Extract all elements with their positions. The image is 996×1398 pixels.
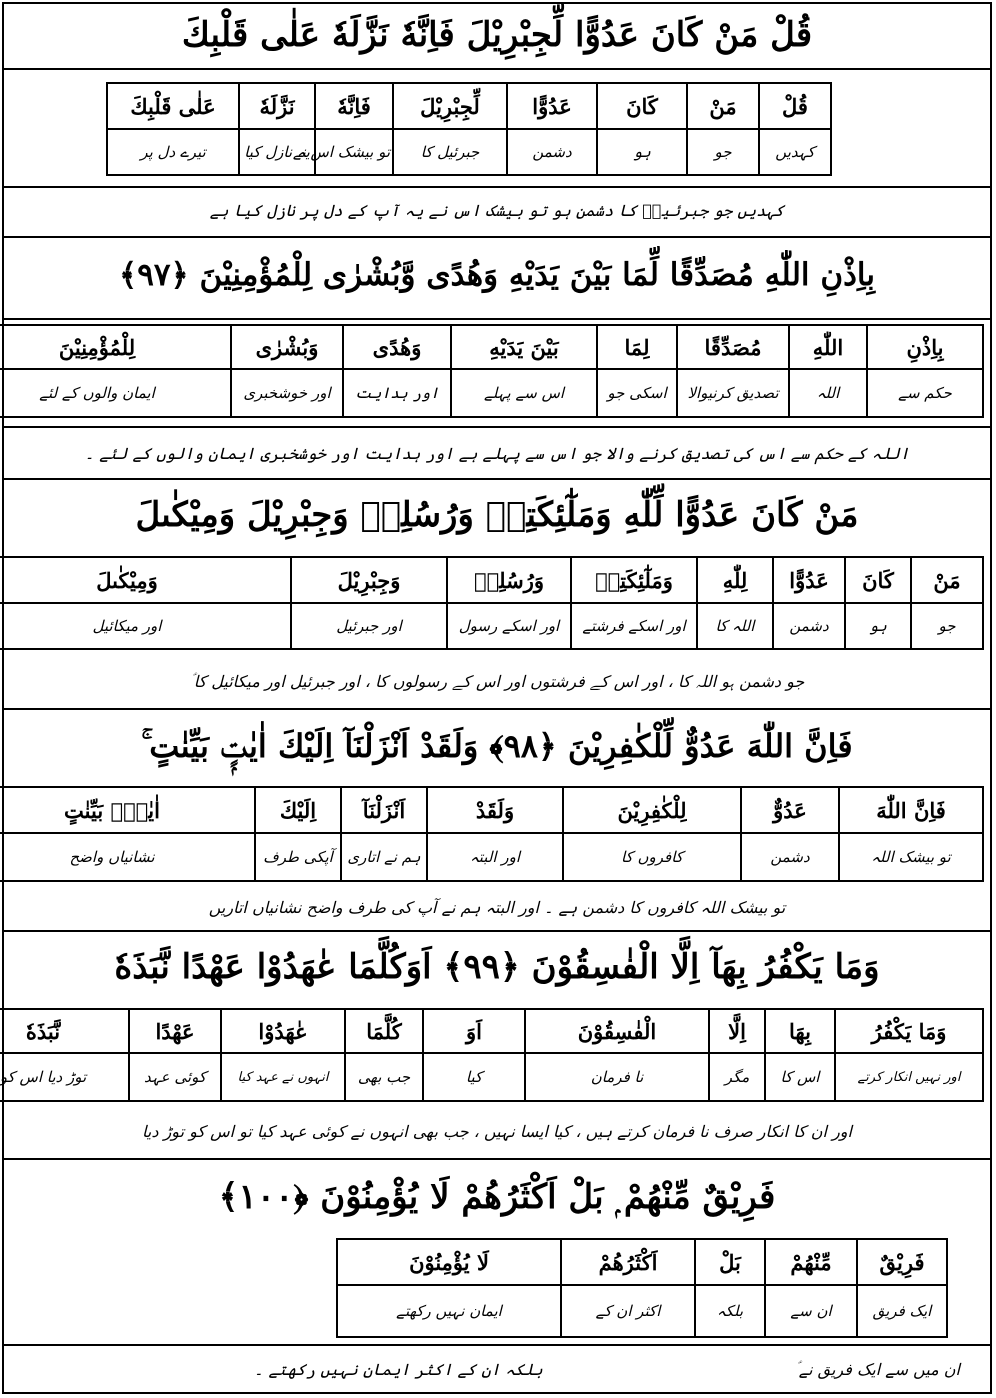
word-arabic: لِلّٰهِ bbox=[697, 557, 773, 603]
word-arabic: لِمَا bbox=[597, 325, 677, 369]
translation-line bbox=[4, 658, 990, 710]
word-arabic: عَلٰى قَلْبِكَ bbox=[107, 83, 239, 129]
word-urdu: اور البتہ bbox=[427, 833, 563, 881]
word-urdu: اور اسکے رسول bbox=[447, 603, 571, 649]
word-arabic: لِلْمُؤْمِنِيْنَ bbox=[0, 325, 231, 369]
word-urdu: آپکی طرف bbox=[255, 833, 341, 881]
translation-urdu bbox=[4, 1346, 990, 1380]
word-urdu: اسکی جو bbox=[597, 369, 677, 417]
word-urdu: ہو bbox=[597, 129, 687, 175]
word-urdu: اور اسکے فرشتے bbox=[571, 603, 697, 649]
translation-line bbox=[4, 1344, 990, 1394]
word-arabic: اَكْثَرُهُمْ bbox=[561, 1239, 695, 1285]
word-urdu: تیرے دل پر bbox=[107, 129, 239, 175]
word-arabic: فَاِنَّ اللّٰهَ bbox=[839, 787, 983, 833]
word-arabic: وَمَا يَكْفُرُ bbox=[835, 1009, 983, 1053]
word-arabic: اٰيٰتٍۭ بَيِّنٰتٍ bbox=[0, 787, 255, 833]
ayah-arabic: فَاِنَّ اللّٰهَ عَدُوٌّ لِّلْكٰفِرِيْنَ ﴿٩٨﴾ وَلَقَدْ اَنْزَلْنَآ اِلَيْكَ اٰيٰتٍۭ بَيِّنٰتٍ ۚ bbox=[141, 727, 853, 765]
ayah-arabic: قُلْ مَنْ كَانَ عَدُوًّا لِّجِبْرِيْلَ فَاِنَّهٗ نَزَّلَهٗ عَلٰى قَلْبِكَ bbox=[181, 15, 813, 55]
word-grid bbox=[0, 1008, 990, 1106]
translation-urdu: جو دشمن ہو اللہ کا ، اور اس کے فرشتوں اور اس کے رسولوں کا ، اور جبرئیل اور میکائیل کا ؑ bbox=[189, 672, 805, 691]
ayah-arabic: بِاِذْنِ اللّٰهِ مُصَدِّقًا لِّمَا بَيْنَ يَدَيْهِ وَهُدًى وَّبُشْرٰى لِلْمُؤْمِنِيْنَ ﴿٩٧﴾ bbox=[119, 257, 875, 293]
translation-part: ان میں سے ایک فریق نے ؑ bbox=[794, 1360, 960, 1379]
word-arabic: نَزَّلَهٗ bbox=[239, 83, 315, 129]
word-urdu: اللہ کا bbox=[697, 603, 773, 649]
word-urdu: اور خوشخبری bbox=[231, 369, 343, 417]
word-arabic: كُلَّمَا bbox=[345, 1009, 423, 1053]
word-arabic: عٰهَدُوْا bbox=[221, 1009, 345, 1053]
translation-line bbox=[4, 1106, 990, 1160]
word-table bbox=[0, 1008, 984, 1102]
word-arabic: وَجِبْرِيْلَ bbox=[291, 557, 447, 603]
word-urdu: اور ہدایت bbox=[343, 369, 451, 417]
word-urdu: انہوں نے عہد کیا bbox=[221, 1053, 345, 1101]
translation-line bbox=[4, 888, 990, 932]
word-urdu: تو بیشک اس نے bbox=[315, 129, 393, 175]
word-urdu: کیا bbox=[423, 1053, 525, 1101]
word-arabic: فَرِيْقٌ bbox=[857, 1239, 947, 1285]
translation-urdu: اور ان کا انکار صرف نا فرمان کرتے ہیں ، کیا ایسا نہیں ، جب بھی انہوں نے کوئی عہد کیا تو اس کو توڑ دیا bbox=[142, 1122, 852, 1141]
word-urdu: نشانیاں واضح bbox=[0, 833, 255, 881]
translation-urdu: تو بیشک اللہ کافروں کا دشمن ہے ۔ اور البتہ ہم نے آپ کی طرف واضح نشانیاں اتاریں bbox=[208, 898, 786, 917]
word-urdu: اللہ bbox=[789, 369, 867, 417]
word-arabic: بِاِذْنِ bbox=[867, 325, 983, 369]
word-arabic: وَمِيْكٰىلَ bbox=[0, 557, 291, 603]
word-arabic: مَنْ bbox=[911, 557, 983, 603]
ayah-arabic: فَرِيْقٌ مِّنْهُمْ ۭ بَلْ اَكْثَرُهُمْ لَا يُؤْمِنُوْنَ ﴿١٠٠﴾ bbox=[218, 1177, 776, 1217]
word-urdu: جو bbox=[687, 129, 759, 175]
word-arabic: قُلْ bbox=[759, 83, 831, 129]
ayah-line bbox=[4, 4, 990, 70]
word-urdu: حکم سے bbox=[867, 369, 983, 417]
word-arabic: اللّٰهِ bbox=[789, 325, 867, 369]
word-arabic: عَدُوٌّ bbox=[741, 787, 839, 833]
word-urdu: اکثر ان کے bbox=[561, 1285, 695, 1337]
word-urdu: کوئی عہد bbox=[129, 1053, 221, 1101]
word-arabic: بَلْ bbox=[695, 1239, 765, 1285]
word-urdu: اس کا bbox=[765, 1053, 835, 1101]
word-arabic: مُصَدِّقًا bbox=[677, 325, 789, 369]
word-urdu: دشمن bbox=[773, 603, 845, 649]
translation-part: بلکہ ان کے اکثر ایمان نہیں رکھتے ۔ bbox=[254, 1360, 543, 1379]
word-arabic: وَبُشْرٰى bbox=[231, 325, 343, 369]
word-arabic: اَنْزَلْنَآ bbox=[341, 787, 427, 833]
quran-word-translation-page bbox=[2, 2, 992, 1394]
ayah-arabic: مَنْ كَانَ عَدُوًّا لِّلّٰهِ وَمَلٰٓئِكَتِهٖ وَرُسُلِهٖ وَجِبْرِيْلَ وَمِيْكٰىلَ bbox=[135, 495, 859, 535]
ayah-line bbox=[4, 710, 990, 786]
word-arabic: مَنْ bbox=[687, 83, 759, 129]
word-urdu: ایمان نہیں رکھتے bbox=[337, 1285, 561, 1337]
ayah-line bbox=[4, 238, 990, 320]
word-arabic: عَهْدًا bbox=[129, 1009, 221, 1053]
word-grid bbox=[4, 320, 990, 426]
word-urdu: کہدیں bbox=[759, 129, 831, 175]
word-urdu: نا فرمان bbox=[525, 1053, 709, 1101]
word-arabic: بَيْنَ يَدَيْهِ bbox=[451, 325, 597, 369]
word-urdu: جب بھی bbox=[345, 1053, 423, 1101]
word-urdu: ہو bbox=[845, 603, 911, 649]
word-urdu: اور جبرئیل bbox=[291, 603, 447, 649]
word-urdu: ان سے bbox=[765, 1285, 857, 1337]
word-arabic: وَلَقَدْ bbox=[427, 787, 563, 833]
ayah-arabic: وَمَا يَكْفُرُ بِهَآ اِلَّا الْفٰسِقُوْنَ ﴿٩٩﴾ اَوَكُلَّمَا عٰهَدُوْا عَهْدًا نَّبَذَهٗ bbox=[114, 947, 880, 987]
word-arabic: اِلَّا bbox=[709, 1009, 765, 1053]
word-arabic: فَاِنَّهٗ bbox=[315, 83, 393, 129]
word-arabic: اَوَ bbox=[423, 1009, 525, 1053]
word-grid bbox=[4, 786, 990, 888]
word-arabic: وَهُدًى bbox=[343, 325, 451, 369]
word-table bbox=[0, 786, 984, 882]
word-arabic: لِلْكٰفِرِيْنَ bbox=[563, 787, 741, 833]
word-urdu: تصدیق کرنیوالا bbox=[677, 369, 789, 417]
word-urdu: اس سے پہلے bbox=[451, 369, 597, 417]
word-urdu: جو bbox=[911, 603, 983, 649]
word-grid bbox=[4, 1236, 990, 1344]
word-arabic: مِّنْهُمْ bbox=[765, 1239, 857, 1285]
word-urdu: یہ نازل کیا bbox=[239, 129, 315, 175]
word-urdu: ہم نے اتاری bbox=[341, 833, 427, 881]
word-arabic: اِلَيْكَ bbox=[255, 787, 341, 833]
translation-line bbox=[4, 186, 990, 238]
word-urdu: اور میکائیل bbox=[0, 603, 291, 649]
word-urdu: توڑ دیا اس کو bbox=[0, 1053, 129, 1101]
word-arabic: لَا يُؤْمِنُوْنَ bbox=[337, 1239, 561, 1285]
translation-urdu: اللہ کے حکم سے اس کی تصدیق کرنے والا جو اس سے پہلے ہے اور ہدایت اور خوشخبری ایمان والوں کے لئے ۔ bbox=[84, 444, 910, 463]
word-arabic: بِهَا bbox=[765, 1009, 835, 1053]
ayah-line bbox=[4, 932, 990, 1008]
word-urdu: کافروں کا bbox=[563, 833, 741, 881]
translation-urdu: کہدیں جو جبرئیلؑ کا دشمن ہو تو بیشک اس نے یہ آپ کے دل پر نازل کیا ہے bbox=[209, 201, 785, 220]
word-urdu: تو بیشک اللہ bbox=[839, 833, 983, 881]
word-grid bbox=[4, 70, 990, 186]
ayah-line bbox=[4, 1160, 990, 1236]
word-arabic: كَانَ bbox=[597, 83, 687, 129]
word-arabic: وَرُسُلِهٖ bbox=[447, 557, 571, 603]
word-table bbox=[106, 82, 832, 176]
word-arabic: عَدُوًّا bbox=[507, 83, 597, 129]
word-urdu: دشمن bbox=[741, 833, 839, 881]
translation-line bbox=[4, 426, 990, 480]
word-urdu: دشمن bbox=[507, 129, 597, 175]
word-arabic: نَّبَذَهٗ bbox=[0, 1009, 129, 1053]
word-arabic: الْفٰسِقُوْنَ bbox=[525, 1009, 709, 1053]
word-urdu: ایک فریق bbox=[857, 1285, 947, 1337]
word-arabic: كَانَ bbox=[845, 557, 911, 603]
word-table bbox=[0, 324, 984, 418]
word-table bbox=[336, 1238, 948, 1338]
word-grid bbox=[4, 556, 990, 658]
word-urdu: بلکہ bbox=[695, 1285, 765, 1337]
word-table bbox=[0, 556, 984, 650]
word-arabic: لِّجِبْرِيْلَ bbox=[393, 83, 507, 129]
ayah-line bbox=[4, 480, 990, 556]
word-urdu: ایمان والوں کے لئے bbox=[0, 369, 231, 417]
word-urdu: مگر bbox=[709, 1053, 765, 1101]
word-urdu: جبرئیل کا bbox=[393, 129, 507, 175]
word-urdu: اور نہیں انکار کرتے bbox=[835, 1053, 983, 1101]
word-arabic: عَدُوًّا bbox=[773, 557, 845, 603]
word-arabic: وَمَلٰٓئِكَتِهٖ bbox=[571, 557, 697, 603]
